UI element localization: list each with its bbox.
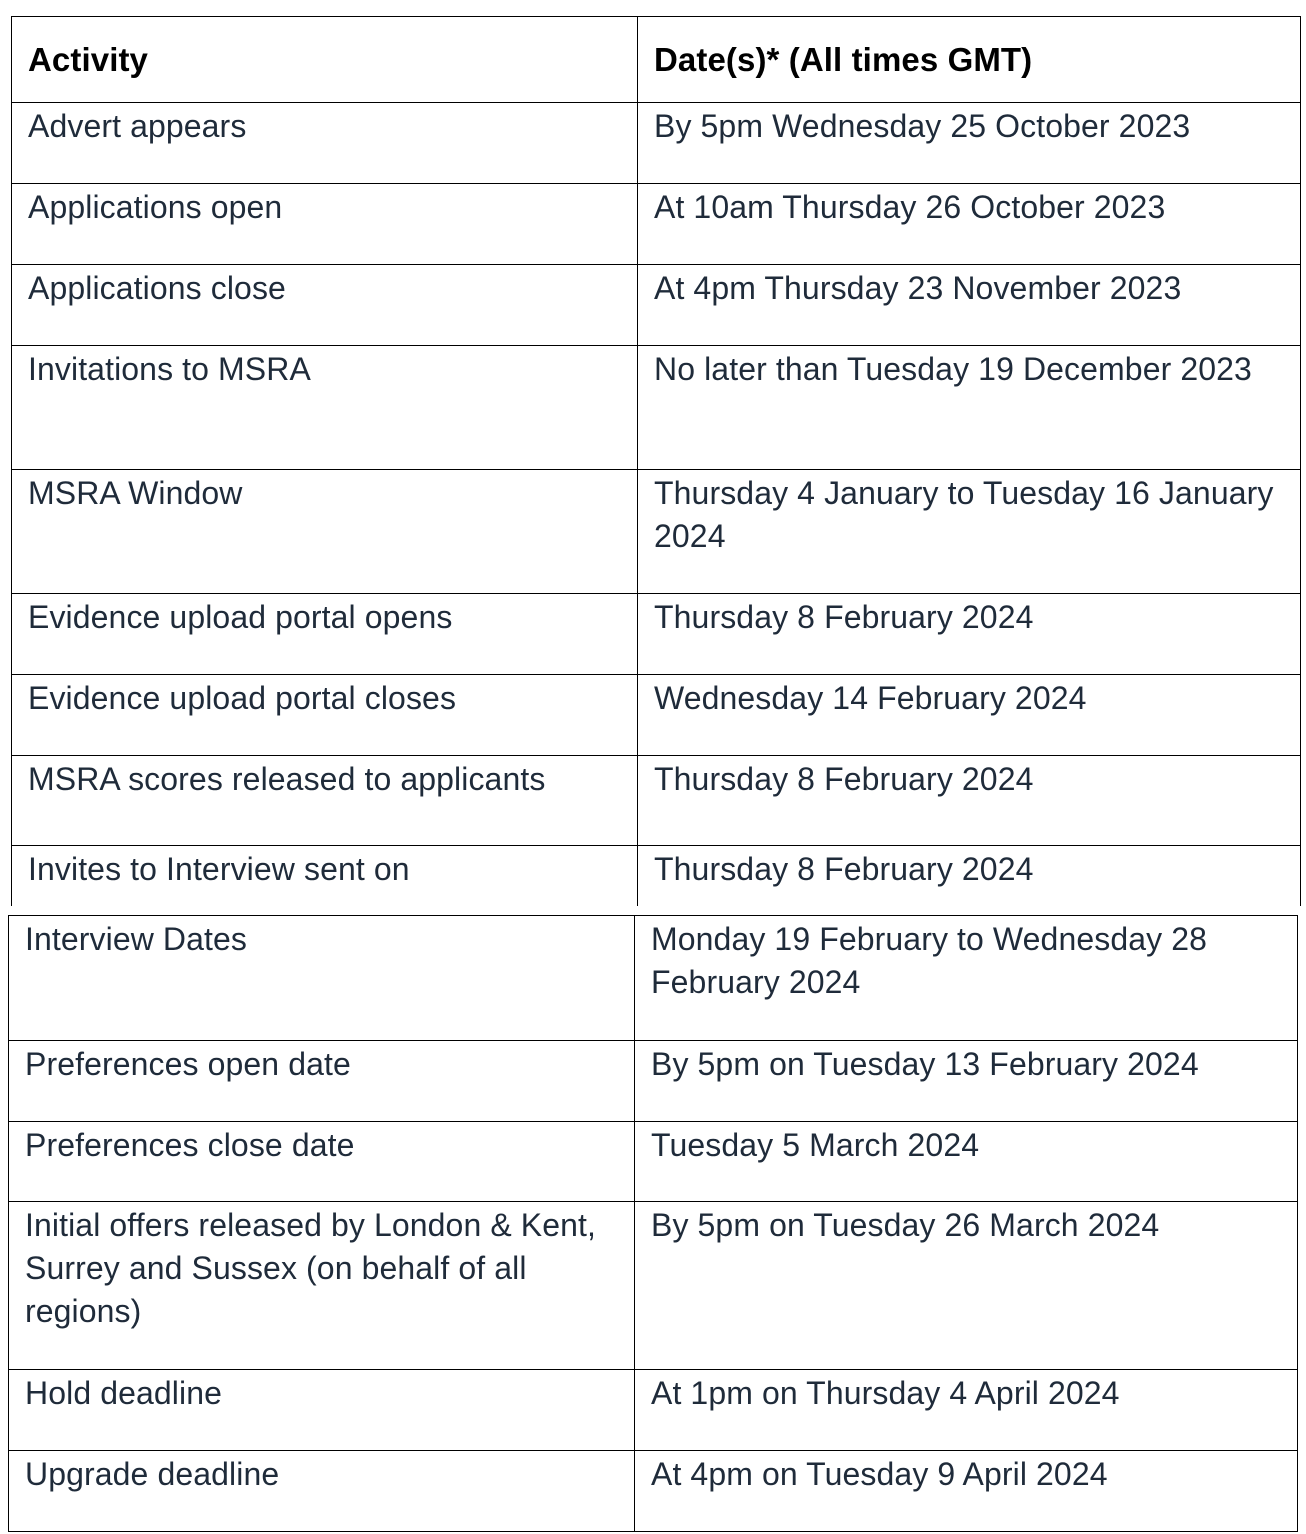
activity-cell [12, 846, 638, 906]
date-cell [638, 346, 1301, 470]
activity-cell [12, 184, 638, 265]
date-cell [635, 1370, 1298, 1451]
date-cell [638, 184, 1301, 265]
table-row [9, 916, 1298, 1041]
activity-text: Applications close [28, 270, 286, 306]
activity-text: Evidence upload portal opens [28, 599, 453, 635]
date-text: Thursday 4 January to Tuesday 16 January 2024 [654, 475, 1274, 554]
date-text: By 5pm Wednesday 25 October 2023 [654, 108, 1191, 144]
table-row [12, 265, 1301, 346]
activity-text: Invites to Interview sent on [28, 851, 410, 887]
date-text: Tuesday 5 March 2024 [651, 1127, 980, 1163]
table-header-row [12, 17, 1301, 103]
date-text: At 4pm on Tuesday 9 April 2024 [651, 1456, 1108, 1492]
table-row [9, 1202, 1298, 1370]
activity-cell [12, 594, 638, 675]
date-cell [638, 265, 1301, 346]
date-cell [638, 594, 1301, 675]
activity-cell [9, 1041, 635, 1122]
recruitment-timeline-table-continued [8, 915, 1298, 1532]
date-cell [638, 846, 1301, 906]
table-row [12, 675, 1301, 756]
date-text: Wednesday 14 February 2024 [654, 680, 1087, 716]
activity-cell [12, 346, 638, 470]
activity-text: Hold deadline [25, 1375, 223, 1411]
date-text: Thursday 8 February 2024 [654, 599, 1034, 635]
activity-text: Preferences close date [25, 1127, 355, 1163]
activity-cell [9, 1202, 635, 1370]
table-row [12, 756, 1301, 846]
date-text: By 5pm on Tuesday 13 February 2024 [651, 1046, 1199, 1082]
date-cell [638, 103, 1301, 184]
table-row [9, 1122, 1298, 1202]
date-text: At 4pm Thursday 23 November 2023 [654, 270, 1182, 306]
activity-cell [12, 265, 638, 346]
date-text: Monday 19 February to Wednesday 28 February 2024 [651, 921, 1208, 1000]
table-row [9, 1370, 1298, 1451]
date-text: Thursday 8 February 2024 [654, 851, 1034, 887]
activity-text: MSRA scores released to applicants [28, 761, 546, 797]
activity-cell [9, 916, 635, 1041]
date-text: By 5pm on Tuesday 26 March 2024 [651, 1207, 1160, 1243]
date-text: Thursday 8 February 2024 [654, 761, 1034, 797]
activity-cell [9, 1370, 635, 1451]
table-row [12, 184, 1301, 265]
date-cell [635, 1202, 1298, 1370]
table-row [12, 103, 1301, 184]
activity-text: Initial offers released by London & Kent, Surrey and Sussex (on behalf of all regions) [25, 1207, 596, 1329]
date-text: At 10am Thursday 26 October 2023 [654, 189, 1166, 225]
activity-text: Invitations to MSRA [28, 351, 311, 387]
activity-text: MSRA Window [28, 475, 243, 511]
table-row [9, 1451, 1298, 1532]
header-dates: Date(s)* (All times GMT) [638, 17, 1301, 103]
date-cell [635, 1451, 1298, 1532]
activity-text: Evidence upload portal closes [28, 680, 457, 716]
table-row [12, 470, 1301, 594]
table-row [12, 594, 1301, 675]
activity-cell [12, 103, 638, 184]
activity-text: Interview Dates [25, 921, 248, 957]
activity-cell [12, 675, 638, 756]
activity-text: Advert appears [28, 108, 247, 144]
activity-cell [9, 1451, 635, 1532]
date-cell [635, 1041, 1298, 1122]
date-cell [635, 916, 1298, 1041]
activity-text: Applications open [28, 189, 283, 225]
table-row [12, 346, 1301, 470]
date-text: No later than Tuesday 19 December 2023 [654, 351, 1252, 387]
table-row [12, 846, 1301, 906]
activity-cell [12, 756, 638, 846]
activity-cell [12, 470, 638, 594]
activity-text: Upgrade deadline [25, 1456, 280, 1492]
activity-cell [9, 1122, 635, 1202]
date-cell [635, 1122, 1298, 1202]
date-text: At 1pm on Thursday 4 April 2024 [651, 1375, 1120, 1411]
date-cell [638, 470, 1301, 594]
table-row [9, 1041, 1298, 1122]
header-activity: Activity [12, 17, 638, 103]
date-cell [638, 756, 1301, 846]
date-cell [638, 675, 1301, 756]
activity-text: Preferences open date [25, 1046, 351, 1082]
recruitment-timeline-table [11, 16, 1301, 906]
